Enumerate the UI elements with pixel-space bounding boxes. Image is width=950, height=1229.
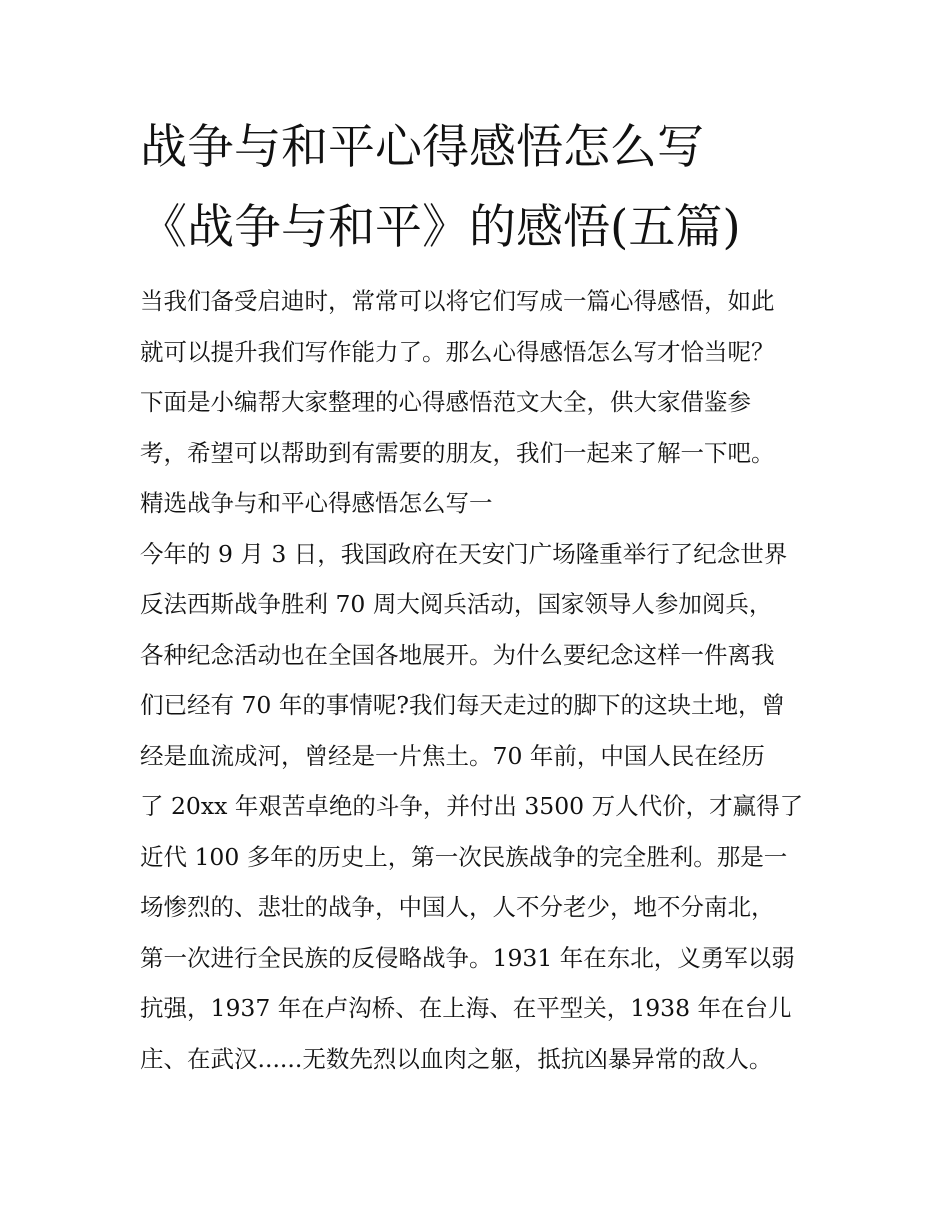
section-heading: 精选战争与和平心得感悟怎么写一	[140, 489, 493, 517]
body-line: 们已经有 70 年的事情呢?我们每天走过的脚下的这块土地，曾	[140, 691, 785, 719]
body-line: 了 20xx 年艰苦卓绝的斗争，并付出 3500 万人代价，才赢得了	[140, 792, 804, 820]
document-title-line-1: 战争与和平心得感悟怎么写	[140, 120, 704, 175]
body-line: 下面是小编帮大家整理的心得感悟范文大全，供大家借鉴参	[140, 388, 751, 416]
body-line: 第一次进行全民族的反侵略战争。1931 年在东北，义勇军以弱	[140, 943, 795, 972]
body-line: 反法西斯战争胜利 70 周大阅兵活动，国家领导人参加阅兵，	[140, 590, 773, 618]
body-line: 今年的 9 月 3 日，我国政府在天安门广场隆重举行了纪念世界	[140, 539, 788, 568]
body-line: 场惨烈的、悲壮的战争，中国人，人不分老少，地不分南北，	[140, 893, 775, 921]
body-line: 考，希望可以帮助到有需要的朋友，我们一起来了解一下吧。	[140, 438, 775, 467]
body-line: 当我们备受启迪时，常常可以将它们写成一篇心得感悟，如此	[140, 287, 775, 315]
body-line: 庄、在武汉......无数先烈以血肉之躯，抵抗凶暴异常的敌人。	[140, 1044, 773, 1073]
document-body	[140, 276, 830, 1084]
body-line: 就可以提升我们写作能力了。那么心得感悟怎么写才恰当呢？	[140, 337, 775, 366]
body-line: 抗强，1937 年在卢沟桥、在上海、在平型关，1938 年在台儿	[140, 994, 792, 1022]
body-line: 经是血流成河，曾经是一片焦土。70 年前，中国人民在经历	[140, 741, 765, 770]
body-line: 各种纪念活动也在全国各地展开。为什么要纪念这样一件离我	[140, 640, 775, 669]
body-line: 近代 100 多年的历史上，第一次民族战争的完全胜利。那是一	[140, 842, 788, 871]
document-title-line-2: 《战争与和平》的感悟(五篇)	[140, 200, 741, 255]
